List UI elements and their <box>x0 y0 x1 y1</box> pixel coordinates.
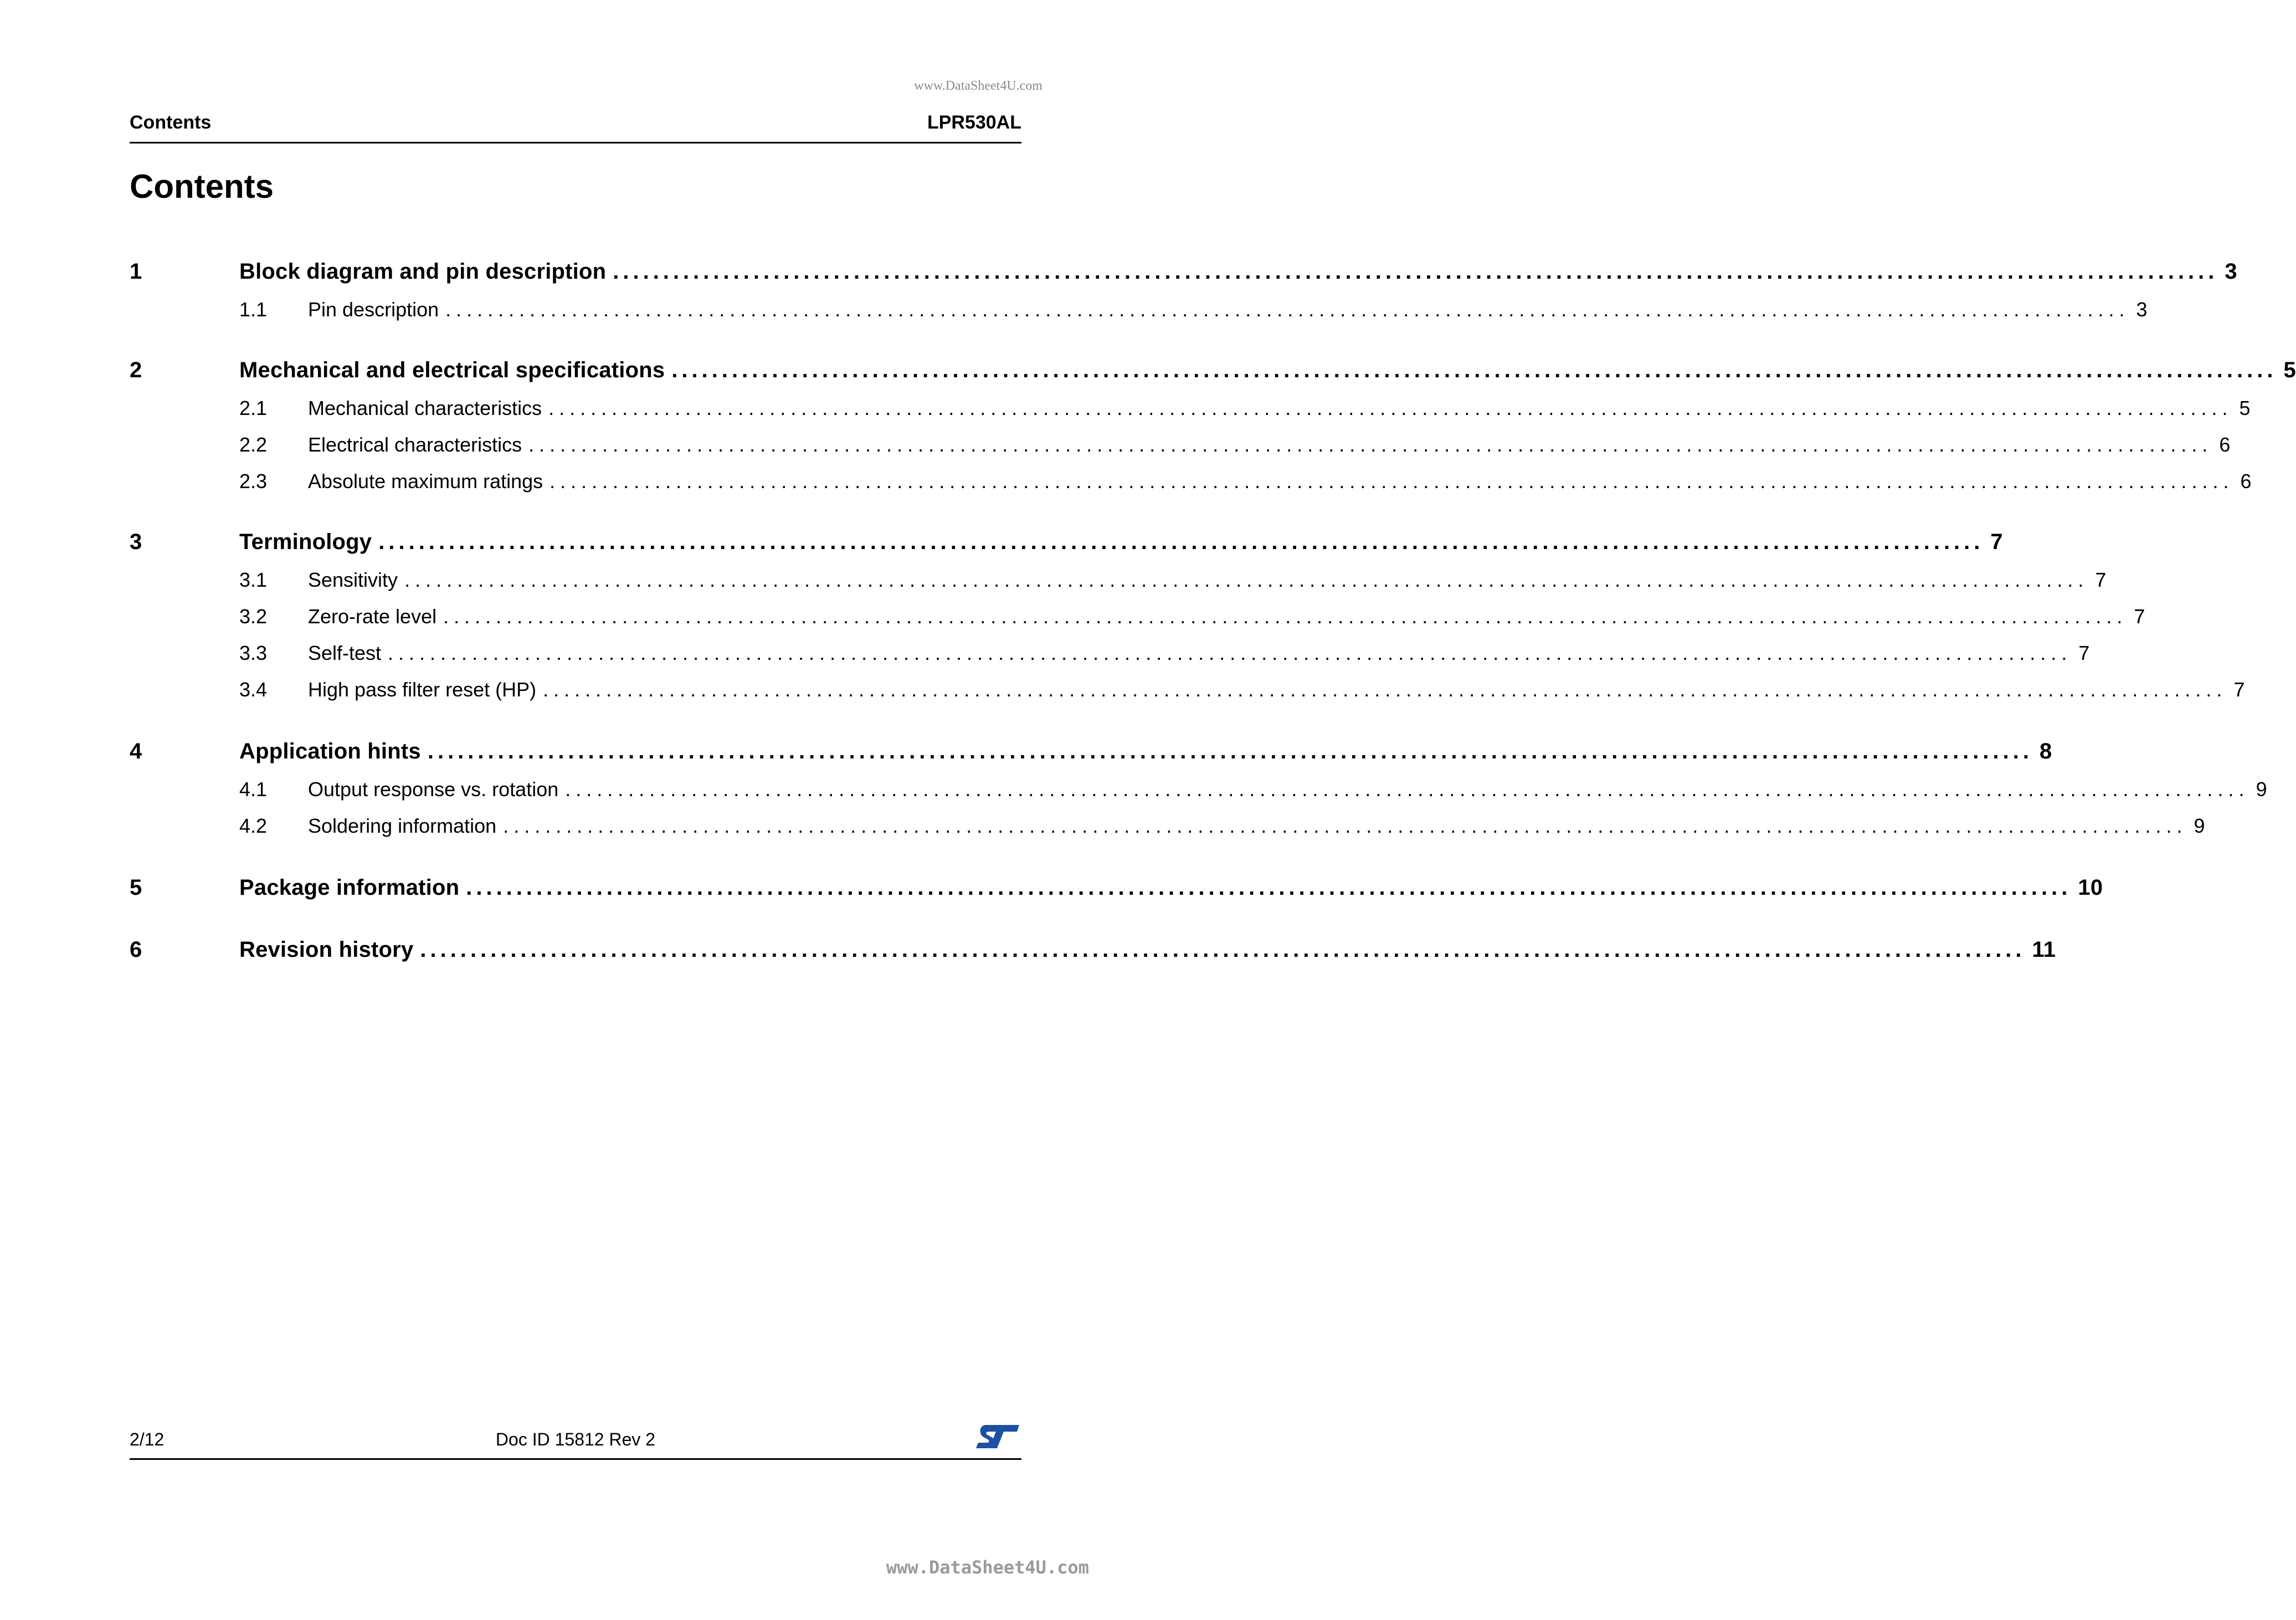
toc-entry-number: 6 <box>130 937 142 962</box>
toc-entry-number: 3.2 <box>239 605 268 628</box>
toc-entry-number: 4.1 <box>239 778 268 801</box>
toc-entry-title: Terminology <box>239 530 372 554</box>
toc-entry-leader: ................................................................................................................................................................ <box>443 605 2128 628</box>
footer-page-number: 2/12 <box>130 1429 165 1449</box>
toc-entry-title: Absolute maximum ratings <box>308 470 543 493</box>
toc-entry-title: Revision history <box>239 937 414 962</box>
toc-entry-number: 3.4 <box>239 678 268 701</box>
toc-entry-leader: ................................................................................................................................................................ <box>427 739 2033 763</box>
page-header <box>130 111 1021 143</box>
toc-entry-leader: ................................................................................................................................................................ <box>543 678 2227 701</box>
toc-entry-leader: ................................................................................................................................................................ <box>528 433 2213 456</box>
watermark-bottom: www.DataSheet4U.com <box>886 1557 1089 1578</box>
st-logo-icon <box>975 1422 1021 1452</box>
toc-entry-leader: ................................................................................................................................................................ <box>565 778 2249 801</box>
toc-entry-title: Application hints <box>239 739 421 763</box>
toc-entry-leader: ................................................................................................................................................................ <box>548 397 2233 419</box>
toc-entry-page: 10 <box>2078 875 2103 900</box>
toc-entry-title: Block diagram and pin description <box>239 259 607 284</box>
toc-entry-page: 7 <box>2095 568 2107 591</box>
toc-entry-title: Sensitivity <box>308 568 398 591</box>
toc-entry-leader: ................................................................................................................................................................ <box>420 937 2026 962</box>
header-section-title: Contents <box>130 112 212 133</box>
toc-entry-leader: ................................................................................................................................................................ <box>549 470 2234 493</box>
toc-entry-title: Mechanical characteristics <box>308 397 542 419</box>
toc-entry-number: 2 <box>130 358 142 382</box>
toc-entry-number: 5 <box>130 875 142 900</box>
toc-entry-page: 6 <box>2219 433 2231 456</box>
toc-entry-number: 1 <box>130 259 142 284</box>
toc-entry-title: Zero-rate level <box>308 605 437 628</box>
toc-entry-title: Soldering information <box>308 814 497 837</box>
toc-entry-page: 9 <box>2256 778 2267 801</box>
toc-entry-title: Mechanical and electrical specifications <box>239 358 665 382</box>
watermark-top: www.DataSheet4U.com <box>914 79 1042 93</box>
toc-entry-leader: ................................................................................................................................................................ <box>613 259 2218 284</box>
toc-entry-title: Output response vs. rotation <box>308 778 559 801</box>
toc-entry-page: 5 <box>2283 358 2296 382</box>
toc-entry-number: 2.1 <box>239 397 268 419</box>
toc-entry-page: 3 <box>2136 298 2148 321</box>
toc-entry-page: 7 <box>2233 678 2245 701</box>
toc-entry-page: 5 <box>2239 397 2251 419</box>
toc-entry-number: 2.2 <box>239 433 268 456</box>
toc-entry-number: 1.1 <box>239 298 268 321</box>
toc-entry-number: 2.3 <box>239 470 268 493</box>
toc-entry-page: 3 <box>2225 259 2237 284</box>
toc-entry-leader: ................................................................................................................................................................ <box>388 642 2072 664</box>
toc-entry-title: Self-test <box>308 642 382 664</box>
toc-entry-page: 9 <box>2194 814 2205 837</box>
toc-entry-title: Pin description <box>308 298 439 321</box>
toc-entry-number: 4 <box>130 739 142 763</box>
toc-entry-leader: ................................................................................................................................................................ <box>503 814 2187 837</box>
toc-entry-page: 8 <box>2039 739 2052 763</box>
toc-entry-number: 3 <box>130 530 142 554</box>
header-part-number: LPR530AL <box>927 112 1021 133</box>
footer-doc-id: Doc ID 15812 Rev 2 <box>495 1429 656 1449</box>
page-title: Contents <box>130 168 274 205</box>
toc-entry-number: 3.3 <box>239 642 268 664</box>
toc-entry-number: 3.1 <box>239 568 268 591</box>
toc-entry-page: 7 <box>2134 605 2145 628</box>
toc-entry-title: Package information <box>239 875 460 900</box>
toc-entry-page: 7 <box>2078 642 2090 664</box>
page-footer <box>130 1425 1021 1460</box>
toc-entry-page: 11 <box>2032 937 2056 962</box>
toc-entry-title: Electrical characteristics <box>308 433 522 456</box>
toc-entry-leader: ................................................................................................................................................................ <box>671 358 2277 382</box>
toc-entry-leader: ................................................................................................................................................................ <box>404 568 2089 591</box>
toc-entry-page: 6 <box>2240 470 2252 493</box>
toc-entry-leader: ................................................................................................................................................................ <box>445 298 2130 321</box>
toc-entry-leader: ................................................................................................................................................................ <box>466 875 2072 900</box>
toc-entry-leader: ................................................................................................................................................................ <box>378 530 1984 554</box>
toc-entry-page: 7 <box>1990 530 2003 554</box>
toc-entry-number: 4.2 <box>239 814 268 837</box>
toc-entry-title: High pass filter reset (HP) <box>308 678 537 701</box>
